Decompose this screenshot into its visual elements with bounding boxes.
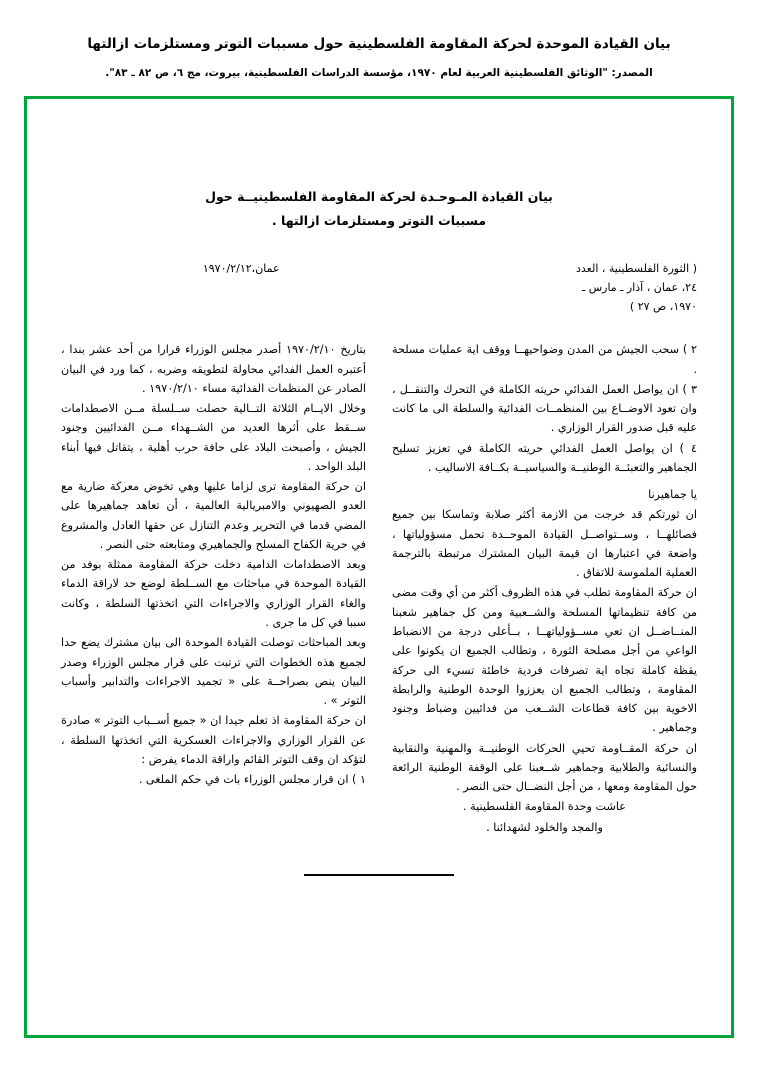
green-border-frame <box>24 96 734 1038</box>
paragraph: ان حركة المقاومة تطلب في هذه الظروف أكثر من أي وقت مضى من كافة تنظيماتها المسلحة والشــعبية ومن كل جماهير شعبنا المنــاضــل ان تعي مســؤولياتهــا ، بــأعلى درجة من الانضباط الواعي من أجل مصلحة الثورة ، وتطالب الجميع ان يكونوا على يقظة كاملة تجاه اية تصرفات فردية خاطئة تسيء الى حركة المقاومة ، وتطالب الجميع ان يعززوا الوحدة الوطنية والرابطة الاخوية بين كافة قطاعات الشــعب من فدائيين وضباط وجنود وجماهير . <box>392 586 697 735</box>
paragraph: ١ ) ان قرار مجلس الوزراء بات في حكم الملغى . <box>138 773 366 787</box>
paragraph: ان حركة المقاومة ترى لزاما عليها وهي تخوض معركة ضارية مع العدو الصهيوني والامبريالية العالمية ، أن تعاهد جماهيرها على المضي قدما في التحرير وعدم التنازل عن حقها العادل والمشروع في حرية الكفاح المسلح والجماهيري ومتابعته حتى النصر . <box>61 480 366 551</box>
paragraph: ٤ ) ان يواصل العمل الفدائي حريته الكاملة في تعزيز تسليح الجماهير والتعبئــة الوطنيــة والسياسيــة بكــافة الاساليب . <box>392 441 697 474</box>
citation-line-1: ( الثورة الفلسطينية ، العدد <box>575 261 697 275</box>
article-title-line-2: مسببات التوتر ومستلزمات ازالتها . <box>271 212 487 228</box>
article-meta <box>61 259 697 317</box>
article-citation <box>392 259 697 317</box>
slogan-line-1: عاشت وحدة المقاومة الفلسطينية . <box>463 800 626 814</box>
left-column <box>392 340 697 838</box>
paragraph: ان حركة المقاومة اذ تعلم جيدا ان « جميع أســباب التوتر » صادرة عن القرار الوزاري والاجراءات العسكرية التي اتخذتها السلطة ، لتؤكد ان وقف التوتر القائم واراقة الدماء يفرض : <box>61 714 366 766</box>
citation-line-3: ١٩٧٠، ص ٢٧ ) <box>629 300 697 313</box>
horizontal-rule <box>304 874 454 876</box>
article-title <box>61 185 697 233</box>
slogan-line-2: والمجد والخلود لشهدائنا . <box>486 820 603 834</box>
paragraph: ٣ ) ان يواصل العمل الفدائي حريته الكاملة في التحرك والتنقــل ، وان تعود الاوضــاع بين المنظمــات الفدائية والسلطة الى ما كانت عليه قبل صدور القرار الوزاري . <box>392 382 697 435</box>
paragraph: ٢ ) سحب الجيش من المدن وضواحيهــا ووقف اية عمليات مسلحة . <box>392 343 697 376</box>
paragraph: بتاريخ ١٩٧٠/٢/١٠ أصدر مجلس الوزراء قرارا من أحد عشر بندا ، أعتبره العمل الفدائي محاولة لتطويقه وضربه ، كما ورد في البيان الصادر عن المنظمات الفدائية مساء ١٩٧٠/٢/١٠ . <box>61 343 366 395</box>
page-header <box>0 0 758 81</box>
paragraph: ان ثورتكم قد خرجت من الازمة أكثر صلابة وتماسكا بين جميع فصائلهــا ، وســتواصــل القيادة الموحــدة تحمل مسؤولياتها ، واضعة في اعتبارها ان قيمة البيان المشترك مرتبطة بالترجمة العملية الملموسة للاتفاق . <box>392 508 697 580</box>
paragraph-heading: يا جماهيرنا <box>648 488 697 502</box>
paragraph: وبعد المباحثات توصلت القيادة الموحدة الى بيان مشترك يضع حدا لجميع هذه الخطوات التي ترتبت على قرار مجلس الوزراء وصدر البيان ينص بصراحــة على « تجميد الاجراءات والتدابير وأسباب التوتر » . <box>61 636 366 708</box>
document-body <box>27 99 731 1035</box>
paragraph: وبعد الاصطدامات الدامية دخلت حركة المقاومة ممثلة بوفد من القيادة الموحدة في مباحثات مع الســلطة لوضع حد لاراقة الدماء والغاء القرار الوزاري والاجراءات التي اتخذتها السلطة ، وكانت سببا في كل ما جرى . <box>61 558 366 629</box>
article-title-line-1: بيان القيادة المـوحـدة لحركة المقاومة الفلسطينيــة حول <box>205 189 553 204</box>
document-title: بيان القيادة الموحدة لحركة المقاومة الفلسطينية حول مسببات التوتر ومستلزمات ازالتها <box>87 36 671 52</box>
paragraph: ان حركة المقــاومة تحيي الحركات الوطنيــة والمهنية والنقابية والنسائية والطلابية وجماهير شــعبنا على الوقفة الوطنية الرائعة حول المقاومة ومعها ، من أجل النضــال حتى النصر . <box>392 741 697 794</box>
paragraph: وخلال الايــام الثلاثة التــالية حصلت ســلسلة مــن الاصطدامات ســقط على أثرها العديد من الشــهداء مــن الفدائيين وجنود الجيش ، وأصبحت البلاد على حافة حرب أهلية ، يتقاتل فيها أبناء البلد الواحد . <box>61 402 366 473</box>
article-dateline: عمان،١٩٧٠/٢/١٢ <box>202 261 280 275</box>
document-source: المصدر: "الوثائق الفلسطينية العربية لعام ١٩٧٠، مؤسسة الدراسات الفلسطينية، بيروت، مج ٦، ص ٨٢ ـ ٨٣". <box>105 67 653 80</box>
article-columns <box>61 340 697 838</box>
citation-line-2: ٢٤، عمان ، آذار ـ مارس ـ <box>581 280 697 294</box>
right-column <box>61 340 366 838</box>
